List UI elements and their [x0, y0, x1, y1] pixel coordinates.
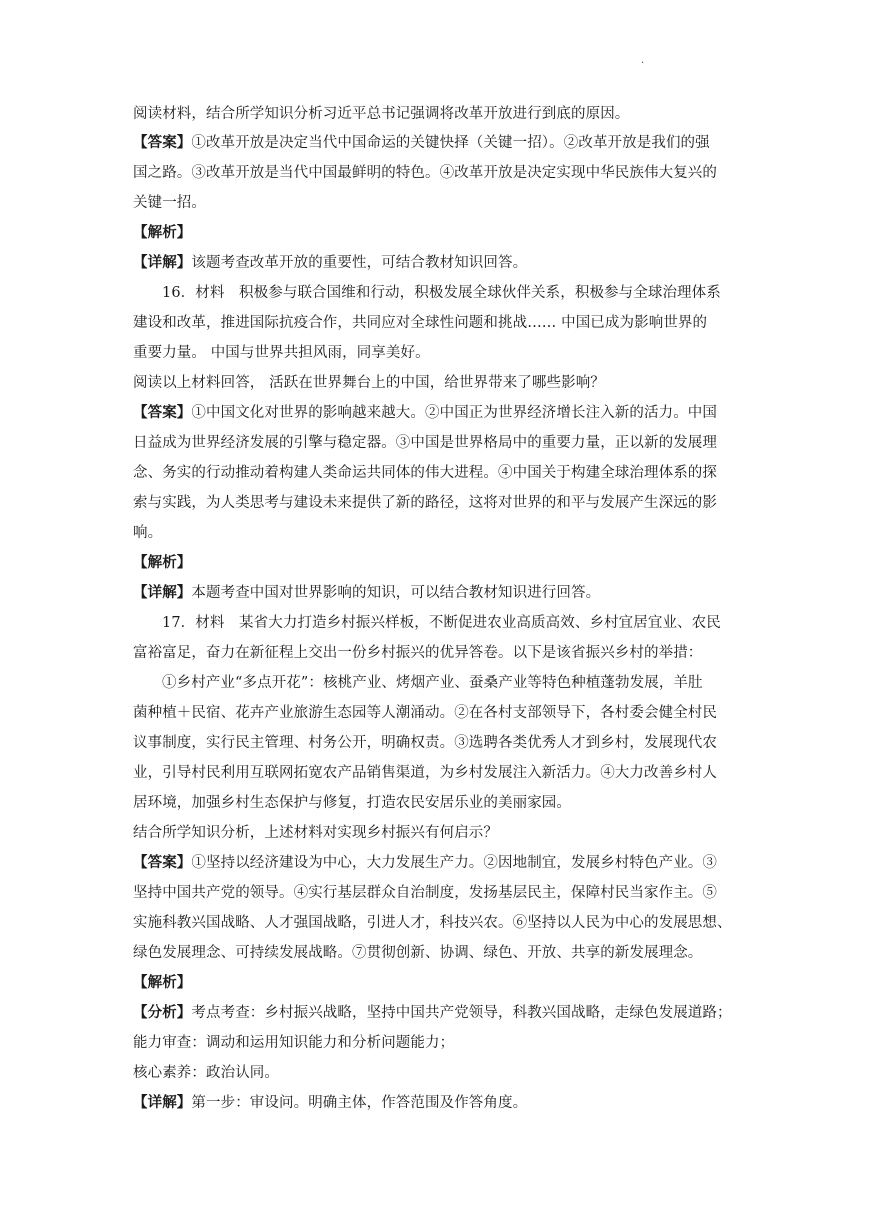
- text-line: 议事制度，实行民主管理、村务公开，明确权责。③选聘各类优秀人才到乡村，发展现代农: [133, 735, 717, 751]
- text-line: 关键一招。: [133, 195, 206, 211]
- question-16-line: 16．材料 积极参与联合国维和行动，积极发展全球伙伴关系，积极参与全球治理体系: [162, 285, 721, 301]
- text-line: 绿色发展理念、可持续发展战略。⑦贯彻创新、协调、绿色、开放、共享的新发展理念。: [133, 945, 703, 961]
- detail-tag: 【详解】: [133, 584, 192, 601]
- text-line: 能力审查：调动和运用知识能力和分析问题能力；: [133, 1035, 455, 1051]
- question-prompt-line: 结合所学知识分析，上述材料对实现乡村振兴有何启示？: [133, 825, 498, 841]
- text-line: 居环境，加强乡村生态保护与修复，打造农民安居乐业的美丽家园。: [133, 795, 571, 811]
- detail-tag: 【详解】: [133, 254, 192, 271]
- analysis-tag: 【解析】: [133, 974, 192, 991]
- text-line: 日益成为世界经济发展的引擎与稳定器。③中国是世界格局中的重要力量，正以新的发展理: [133, 435, 717, 451]
- text-line: 重要力量。 中国与世界共担风雨，同享美好。: [133, 345, 430, 361]
- question-17-line: 17．材料 某省大力打造乡村振兴样板，不断促进农业高质高效、乡村宜居宜业、农民: [162, 615, 721, 631]
- text-line: 索与实践，为人类思考与建设未来提供了新的路径，这将对世界的和平与发展产生深远的影: [133, 495, 717, 511]
- page-header-dot: .: [641, 55, 645, 66]
- answer-line: 【答案】①改革开放是决定当代中国命运的关键快择（关键一招）。②改革开放是我们的强: [133, 134, 710, 151]
- text-line: 菌种植＋民宿、花卉产业旅游生态园等人潮涌动。②在各村支部领导下，各村委会健全村民: [133, 705, 717, 721]
- text-line: 实施科教兴国战略、人才强国战略，引进人才，科技兴农。⑥坚持以人民为中心的发展思想、: [133, 915, 732, 931]
- text-line: 阅读材料，结合所学知识分析习近平总书记强调将改革开放进行到底的原因。: [133, 106, 630, 122]
- text-line: 富裕富足，奋力在新征程上交出一份乡村振兴的优异答卷。以下是该省振兴乡村的举措：: [133, 645, 703, 661]
- answer-line: 【答案】①中国文化对世界的影响越来越大。②中国正为世界经济增长注入新的活力。中国: [133, 404, 718, 421]
- answer-tag: 【答案】: [133, 854, 192, 871]
- text-line: 坚持中国共产党的领导。④实行基层群众自治制度，发扬基层民主，保障村民当家作主。⑤: [133, 885, 717, 901]
- detail-tag: 【详解】: [133, 1094, 192, 1111]
- text-line: 念、务实的行动推动着构建人类命运共同体的伟大进程。④中国关于构建全球治理体系的探: [133, 465, 717, 481]
- text-line: 建设和改革，推进国际抗疫合作，共同应对全球性问题和挑战…… 中国已成为影响世界的: [133, 315, 708, 331]
- text-line: 响。: [133, 525, 163, 541]
- fenxi-line: 【分析】考点考查：乡村振兴战略，坚持中国共产党领导，科教兴国战略，走绿色发展道路；: [133, 1004, 732, 1021]
- answer-tag: 【答案】: [133, 404, 192, 421]
- detail-line: 【详解】本题考查中国对世界影响的知识，可以结合教材知识进行回答。: [133, 584, 601, 601]
- analysis-line: [133, 224, 743, 242]
- analysis-tag: 【解析】: [133, 554, 192, 571]
- analysis-line: [133, 554, 743, 572]
- detail-line: 【详解】该题考查改革开放的重要性，可结合教材知识回答。: [133, 254, 528, 271]
- question-prompt-line: 阅读以上材料回答， 活跃在世界舞台上的中国，给世界带来了哪些影响？: [133, 375, 605, 391]
- fenxi-tag: 【分析】: [133, 1004, 192, 1021]
- detail-line: 【详解】第一步：审设问。明确主体，作答范围及作答角度。: [133, 1094, 528, 1111]
- answer-line: 【答案】①坚持以经济建设为中心，大力发展生产力。②因地制宜，发展乡村特色产业。③: [133, 854, 718, 871]
- text-line: ①乡村产业“多点开花”：核桃产业、烤烟产业、蚕桑产业等特色种植蓬勃发展，羊肚: [162, 675, 703, 691]
- analysis-line: [133, 974, 743, 992]
- text-line: 国之路。③改革开放是当代中国最鲜明的特色。④改革开放是决定实现中华民族伟大复兴的: [133, 165, 717, 181]
- text-line: 业，引导村民利用互联网拓宽农产品销售渠道，为乡村发展注入新活力。④大力改善乡村人: [133, 765, 717, 781]
- answer-tag: 【答案】: [133, 134, 192, 151]
- text-line: 核心素养：政治认同。: [133, 1065, 279, 1081]
- analysis-tag: 【解析】: [133, 224, 192, 241]
